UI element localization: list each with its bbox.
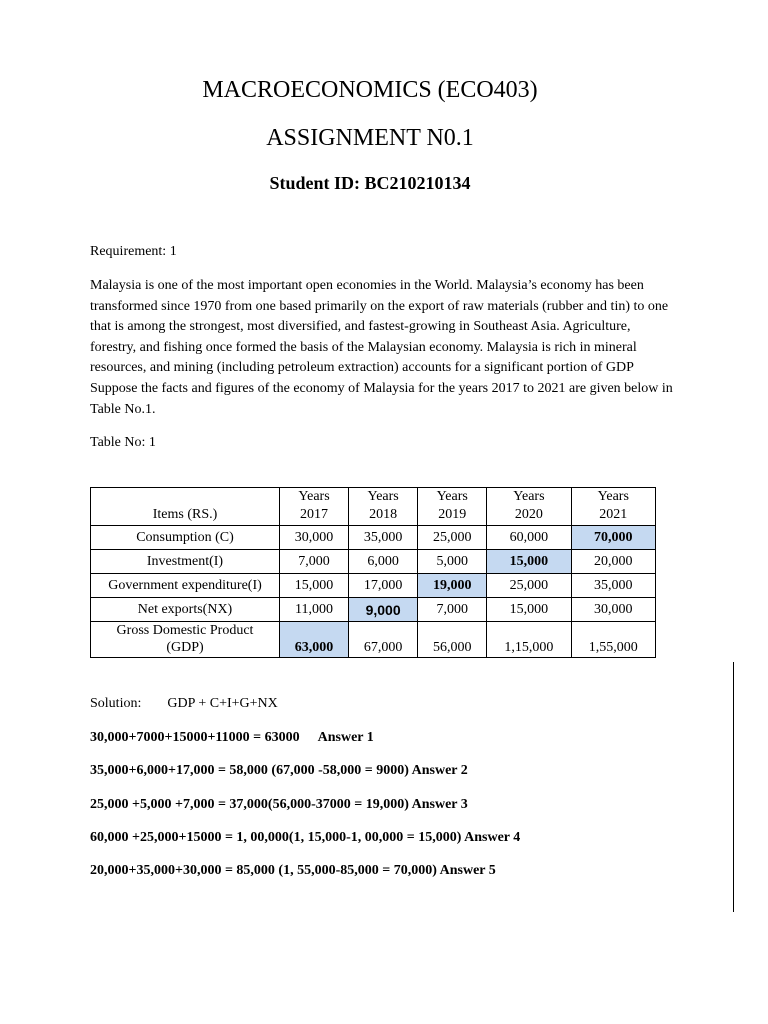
table-cell: 60,000	[487, 526, 571, 550]
year-label: Years	[597, 489, 629, 504]
table-row-consumption	[91, 526, 656, 550]
table-cell: 7,000	[418, 598, 487, 622]
table-cell: 25,000	[487, 574, 571, 598]
table-cell: 35,000	[571, 574, 655, 598]
year-label: Years	[298, 489, 330, 504]
year-value: 2019	[438, 507, 467, 522]
table-cell: 20,000	[571, 550, 655, 574]
answer-calc: 20,000+35,000+30,000 = 85,000 (1, 55,000-85,000 = 70,000)	[90, 863, 437, 878]
highlighted-cell: 9,000	[349, 598, 418, 622]
economy-data-table	[90, 487, 656, 658]
table-cell: 11,000	[280, 598, 349, 622]
answer-tag: Answer 1	[317, 730, 374, 745]
year-label: Years	[367, 489, 399, 504]
year-label: Years	[436, 489, 468, 504]
highlighted-cell: 19,000	[418, 574, 487, 598]
table-row-government-expenditure	[91, 574, 656, 598]
gdp-label-line: Gross Domestic Product	[116, 623, 254, 638]
year-value: 2018	[369, 507, 398, 522]
table-header-row	[91, 488, 656, 526]
answer-tag: Answer 5	[439, 863, 496, 878]
table-cell: 1,15,000	[487, 622, 571, 658]
intro-paragraph	[90, 276, 673, 420]
paragraph-line: resources, and mining (including petroleum extraction) accounts for a significant portion of GDP	[90, 360, 634, 376]
year-value: 2020	[514, 507, 543, 522]
table-cell: 15,000	[487, 598, 571, 622]
answer-line	[90, 797, 468, 813]
year-header	[349, 488, 418, 526]
answer-line	[90, 830, 520, 846]
answer-calc: 30,000+7000+15000+11000 = 63000	[90, 730, 300, 745]
year-header	[487, 488, 571, 526]
year-value: 2017	[300, 507, 329, 522]
table-cell: 35,000	[349, 526, 418, 550]
highlighted-cell: 63,000	[280, 622, 349, 658]
paragraph-line: transformed since 1970 from one based primarily on the export of raw materials (rubber and tin) to one	[90, 298, 669, 314]
paragraph-line: Suppose the facts and figures of the economy of Malaysia for the years 2017 to 2021 are given below in	[90, 380, 673, 396]
table-cell: 17,000	[349, 574, 418, 598]
row-label: Government expenditure(I)	[91, 574, 280, 598]
table-cell: 30,000	[571, 598, 655, 622]
gdp-label-line: (GDP)	[166, 640, 204, 655]
items-header: Items (RS.)	[91, 488, 280, 526]
row-label: Net exports(NX)	[91, 598, 280, 622]
year-header	[280, 488, 349, 526]
table-row-investment	[91, 550, 656, 574]
table-cell: 30,000	[280, 526, 349, 550]
paragraph-line: Table No.1.	[90, 401, 156, 417]
table-cell: 67,000	[349, 622, 418, 658]
year-header	[418, 488, 487, 526]
gdp-formula: GDP + C+I+G+NX	[167, 696, 278, 711]
row-label: Investment(I)	[91, 550, 280, 574]
solution-label: Solution:	[90, 696, 142, 711]
paragraph-line: forestry, and fishing once formed the basis of the Malaysian economy. Malaysia is rich in mineral	[90, 339, 637, 355]
highlighted-cell: 70,000	[571, 526, 655, 550]
table-cell: 25,000	[418, 526, 487, 550]
year-label: Years	[513, 489, 545, 504]
row-label: Consumption (C)	[91, 526, 280, 550]
table-cell: 15,000	[280, 574, 349, 598]
answer-line	[90, 763, 468, 779]
paragraph-line: that is among the strongest, most diversified, and fastest-growing in Southeast Asia. Agriculture,	[90, 319, 631, 335]
answer-line	[90, 863, 496, 879]
answer-tag: Answer 2	[411, 763, 468, 778]
document-title: MACROECONOMICS (ECO403)	[202, 77, 538, 103]
answer-tag: Answer 3	[411, 797, 468, 812]
margin-divider	[733, 662, 734, 912]
table-cell: 1,55,000	[571, 622, 655, 658]
solution-line	[90, 696, 278, 712]
paragraph-line: Malaysia is one of the most important open economies in the World. Malaysia’s economy has been	[90, 278, 644, 293]
table-cell: 5,000	[418, 550, 487, 574]
answer-calc: 35,000+6,000+17,000 = 58,000 (67,000 -58,000 = 9000)	[90, 763, 409, 778]
assignment-title: ASSIGNMENT N0.1	[266, 125, 474, 151]
student-id: Student ID: BC210210134	[269, 173, 471, 193]
year-header	[571, 488, 655, 526]
answer-tag: Answer 4	[464, 830, 521, 845]
highlighted-cell: 15,000	[487, 550, 571, 574]
requirement-label: Requirement: 1	[90, 244, 177, 259]
table-row-gdp	[91, 622, 656, 658]
year-value: 2021	[599, 507, 628, 522]
answer-line	[90, 730, 374, 746]
row-label	[91, 622, 280, 658]
table-cell: 56,000	[418, 622, 487, 658]
answer-calc: 60,000 +25,000+15000 = 1, 00,000(1, 15,000-1, 00,000 = 15,000)	[90, 830, 462, 845]
table-cell: 7,000	[280, 550, 349, 574]
answer-calc: 25,000 +5,000 +7,000 = 37,000(56,000-37000 = 19,000)	[90, 797, 409, 812]
table-cell: 6,000	[349, 550, 418, 574]
table-row-net-exports	[91, 598, 656, 622]
table-caption: Table No: 1	[90, 435, 156, 450]
